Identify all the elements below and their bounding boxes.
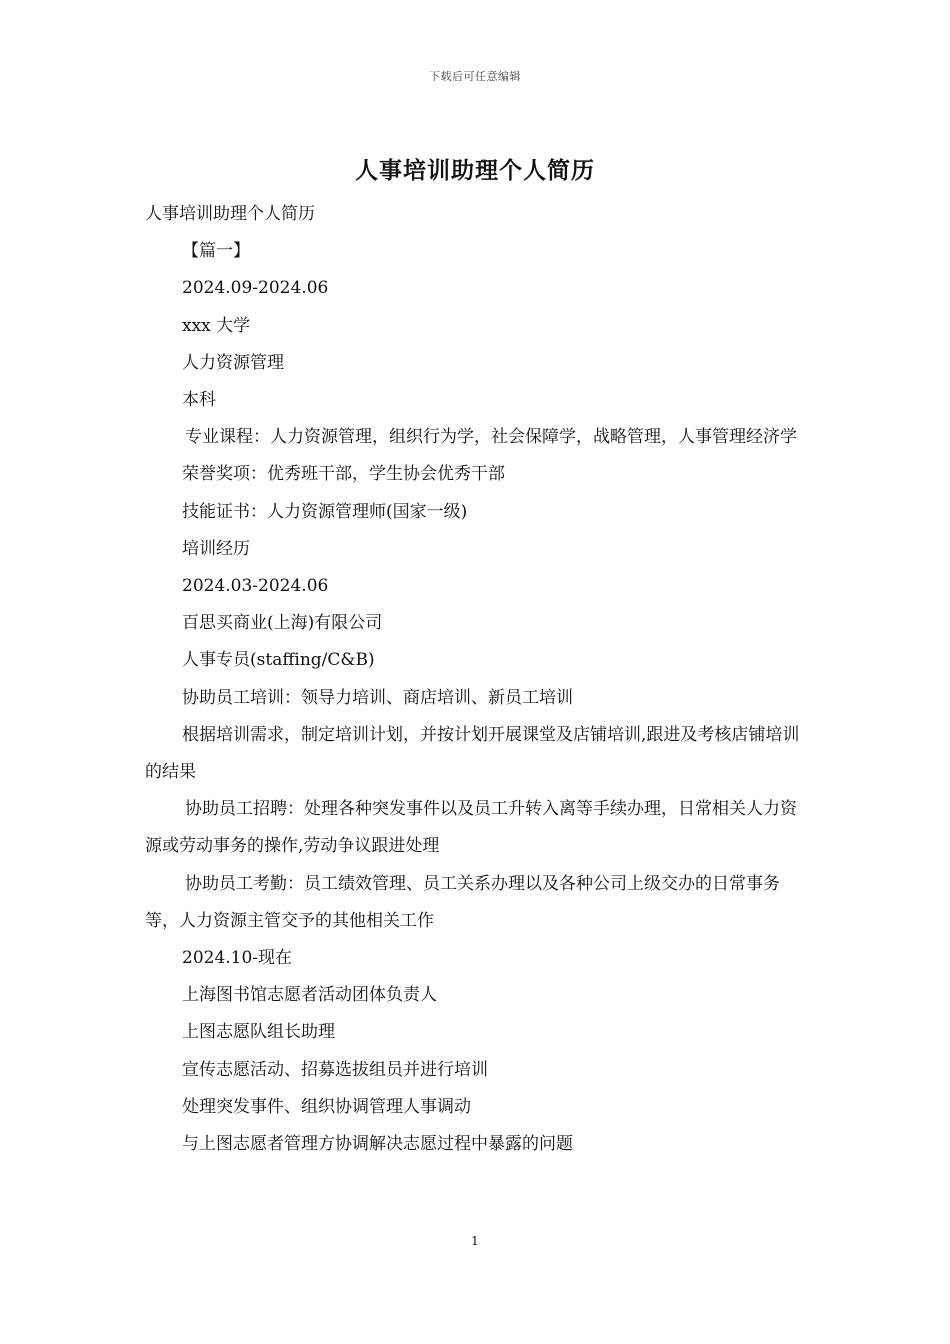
page-title: 人事培训助理个人简历 xyxy=(355,157,595,184)
paragraph: 上图志愿队组长助理 xyxy=(182,1022,335,1043)
paragraph: 与上图志愿者管理方协调解决志愿过程中暴露的问题 xyxy=(182,1134,573,1155)
paragraph: 协助员工培训：领导力培训、商店培训、新员工培训 xyxy=(182,687,573,708)
paragraph: 宣传志愿活动、招募选拔组员并进行培训 xyxy=(182,1059,488,1080)
page-number: 1 xyxy=(471,1234,479,1248)
paragraph: 百思买商业(上海)有限公司 xyxy=(182,613,383,634)
paragraph: 【篇一】 xyxy=(182,241,250,262)
paragraph: 处理突发事件、组织协调管理人事调动 xyxy=(182,1096,471,1117)
paragraph: 技能证书：人力资源管理师(国家一级) xyxy=(182,501,468,522)
paragraph: 人事专员(staffing/C&B) xyxy=(182,650,375,671)
header-note: 下载后可任意编辑 xyxy=(429,70,521,83)
document-body xyxy=(145,196,813,1163)
paragraph: xxx 大学 xyxy=(182,315,251,336)
paragraph: 培训经历 xyxy=(182,538,250,559)
paragraph: 人事培训助理个人简历 xyxy=(145,204,315,224)
paragraph: 人力资源管理 xyxy=(182,352,284,373)
paragraph: 根据培训需求，制定培训计划，并按计划开展课堂及店铺培训,跟进及考核店铺培训的结果 xyxy=(145,724,800,783)
paragraph: 荣誉奖项：优秀班干部，学生协会优秀干部 xyxy=(182,464,505,485)
paragraph: 2024.10-现在 xyxy=(182,948,293,969)
paragraph: 协助员工招聘：处理各种突发事件以及员工升转入离等手续办理，日常相关人力资源或劳动事务的操作,劳动争议跟进处理 xyxy=(145,799,797,857)
paragraph: 上海图书馆志愿者活动团体负责人 xyxy=(182,985,437,1006)
paragraph: 专业课程：人力资源管理，组织行为学，社会保障学，战略管理，人事管理经济学 xyxy=(185,427,797,448)
paragraph: 2024.09-2024.06 xyxy=(182,278,329,299)
paragraph: 协助员工考勤：员工绩效管理、员工关系办理以及各种公司上级交办的日常事务等，人力资源主管交予的其他相关工作 xyxy=(145,873,780,931)
paragraph: 本科 xyxy=(182,390,216,411)
paragraph: 2024.03-2024.06 xyxy=(182,576,329,597)
